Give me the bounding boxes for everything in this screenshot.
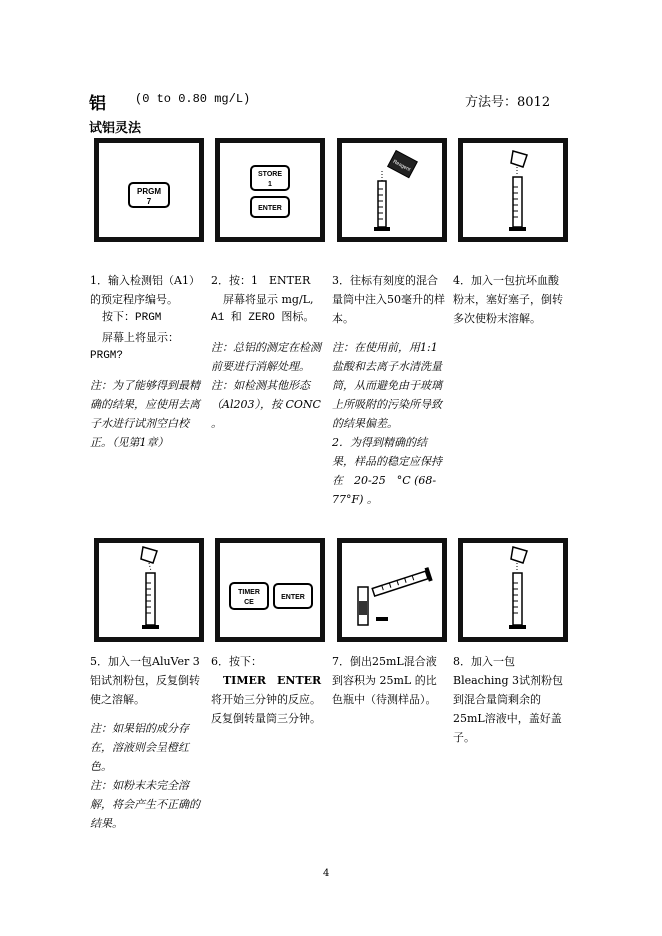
step-7-instruction: 7．倒出25mL混合液到容积为 25mL 的比色瓶中（待测样品）。 (332, 655, 437, 706)
step-8-text (453, 652, 566, 747)
store-key-label: STORE (258, 171, 282, 178)
step-1-text (90, 271, 203, 452)
step-2-note-1: 注：总铝的测定在检测前要进行消解处理。 (211, 341, 321, 373)
step-6-instruction: 6．按下： (211, 655, 262, 668)
step-2-instruction: 2．按：1 ENTER (211, 274, 311, 287)
step-5-note-1: 注：如果铝的成分存在，溶液则会呈橙红色。 (90, 722, 189, 773)
prgm-key-label: PRGM (137, 187, 161, 196)
store-key-number: 1 (268, 181, 272, 188)
panel-step-3 (337, 138, 447, 242)
step-6-detail: 将开始三分钟的反应。反复倒转量筒三分钟。 (211, 693, 321, 725)
panel-step-6 (215, 538, 325, 642)
step-1-press: 按下：PRGM (102, 312, 162, 324)
step-3-text (332, 271, 453, 509)
step-1-display-label: 屏幕上将显示： (102, 331, 179, 344)
page-title: 铝 (89, 94, 106, 114)
step-2-text (211, 271, 324, 433)
measurement-range: (0 to 0.80 mg/L) (135, 92, 251, 106)
enter-key-label: ENTER (258, 205, 282, 212)
step-3-note-2: 2．为得到精确的结果，样品的稳定应保持 在 20-25 °C (68-77°F) 。 (332, 436, 453, 506)
step-1-note: 注：为了能够得到最精确的结果，应使用去离子水进行试剂空白校正。（见第1章） (90, 379, 200, 449)
step-1-display-value: PRGM? (90, 350, 124, 362)
step-7-text (332, 652, 445, 709)
page-number: 4 (323, 868, 330, 879)
step-6-text (211, 652, 324, 728)
method-subtitle: 试铝灵法 (89, 121, 142, 136)
panel-step-2 (215, 138, 325, 242)
step-2-icons: A1 和 ZERO 图标。 (211, 312, 315, 324)
step-3-instruction: 3．往标有刻度的混合量筒中注入50毫升的样本。 (332, 274, 445, 325)
pour-sample-cylinder-icon (342, 143, 442, 237)
step-5-text (90, 652, 203, 833)
add-bleaching-cylinder-icon (463, 543, 563, 637)
add-aluver-cylinder-icon (99, 543, 199, 637)
step-4-text (453, 271, 566, 328)
prgm-key-icon (99, 143, 199, 237)
add-powder-cylinder-icon (463, 143, 563, 237)
step-6-keys: TIMER ENTER (223, 674, 322, 687)
reagent-packet-label: Reagent (391, 158, 412, 173)
prgm-key-number: 7 (146, 197, 152, 206)
store-enter-keys-icon (220, 143, 320, 237)
step-5-instruction: 5．加入一包AluVer 3铝试剂粉包，反复倒转使之溶解。 (90, 655, 200, 706)
step-2-display: 屏幕将显示 mg/L, (223, 293, 314, 306)
method-number: 方法号：8012 (465, 95, 551, 110)
timer-key-label: TIMER (238, 589, 260, 596)
step-8-instruction: 8．加入一包 Bleaching 3试剂粉包到混合量筒剩余的25mL溶液中，盖好盖子。 (453, 655, 564, 744)
timer-enter-keys-icon (220, 543, 320, 637)
panel-step-8 (458, 538, 568, 642)
panel-step-7 (337, 538, 447, 642)
panel-step-5 (94, 538, 204, 642)
panel-step-4 (458, 138, 568, 242)
timer-key-ce: CE (244, 599, 254, 606)
panel-step-1 (94, 138, 204, 242)
step-3-note-1: 注：在使用前，用1:1 盐酸和去离子水清洗量筒，从而避免由于玻璃上所吸附的污染所导致的结果偏差。 (332, 341, 442, 430)
pour-into-cell-icon (342, 543, 442, 637)
step-5-note-2: 注：如粉末未完全溶解，将会产生不正确的结果。 (90, 779, 200, 830)
enter-key-label: ENTER (281, 594, 305, 601)
step-1-instruction: 1．输入检测铝（A1）的预定程序编号。 (90, 274, 200, 306)
step-4-instruction: 4．加入一包抗坏血酸粉末，塞好塞子，倒转多次使粉末溶解。 (453, 274, 563, 325)
step-2-note-2: 注：如检测其他形态（Al203），按 CONC 。 (211, 379, 321, 430)
